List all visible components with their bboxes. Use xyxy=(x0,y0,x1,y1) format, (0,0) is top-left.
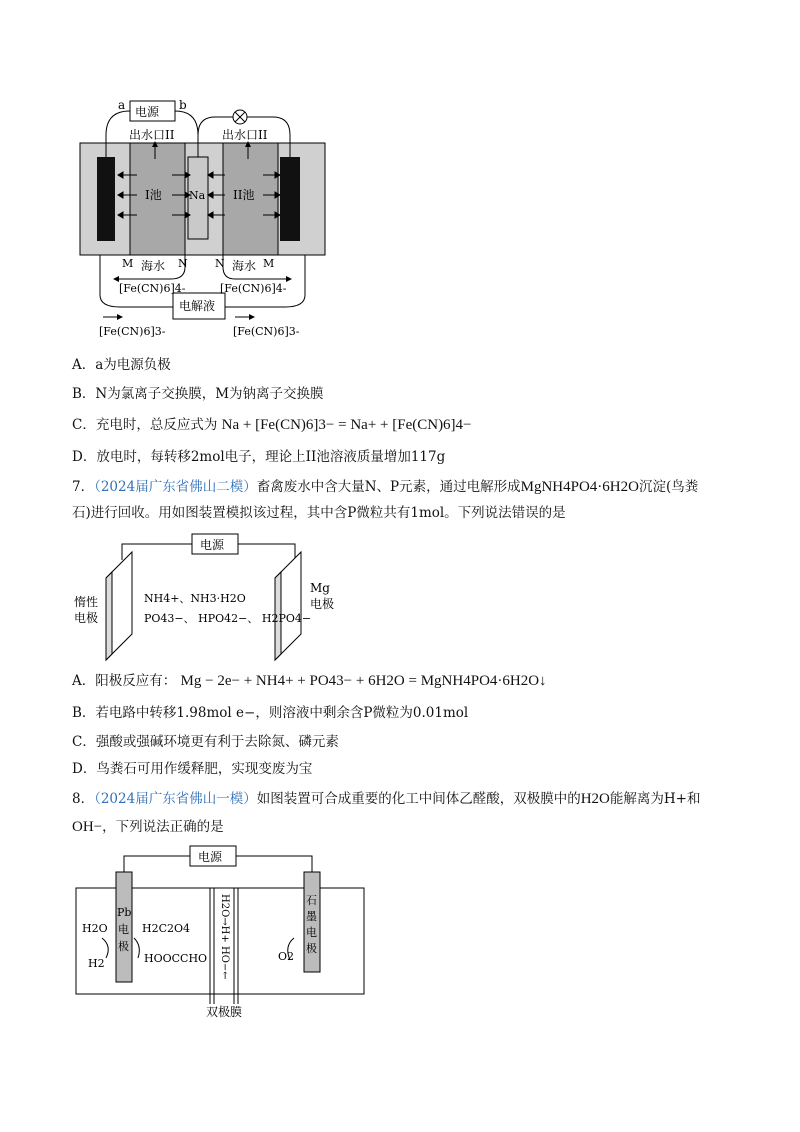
h2o-label: H2O xyxy=(82,922,108,935)
q8-source: （2024届广东省佛山一模） xyxy=(94,791,257,807)
pb-label-2: 电 xyxy=(118,923,129,936)
q7-stem-line2: 石)进行回收。用如图装置模拟该过程，其中含P微粒共有1mol。下列说法错误的是 xyxy=(72,505,566,521)
q6-option-c xyxy=(72,416,472,434)
inert-electrode-label-1: 惰性 xyxy=(74,595,99,609)
figure-battery-device xyxy=(75,95,335,345)
h2-label: H2 xyxy=(88,957,105,970)
q7-text1: 畜禽废水中含大量N、P元素，通过电解形成 xyxy=(256,479,521,495)
q7-option-a-prefix: A．阳极反应有： xyxy=(72,673,177,689)
q8-stem-line1 xyxy=(72,790,700,808)
hoocccho-label: HOOCCHO xyxy=(144,952,208,965)
membrane-bottom-label: HO−← xyxy=(219,946,230,980)
o2-label: O2 xyxy=(278,950,295,963)
pool-2-label: II池 xyxy=(233,188,255,202)
q8-stem-line2 xyxy=(72,818,224,836)
label-a: a xyxy=(118,98,126,112)
membrane-top-label: H2O→H+ xyxy=(219,894,230,943)
m-right: M xyxy=(263,257,275,270)
label-b: b xyxy=(179,98,187,112)
figure-electrolysis-mg xyxy=(70,532,370,662)
q8-oh: OH− xyxy=(72,819,103,835)
q7-option-b: B．若电路中转移1.98mol e−，则溶液中剩余含P微粒为0.01mol xyxy=(72,705,469,721)
q6-option-a: A．a为电源负极 xyxy=(72,357,171,373)
ions-line-2: PO43−、 HPO42−、 H2PO4− xyxy=(144,612,312,625)
fecn3-right: [Fe(CN)6]3- xyxy=(233,325,300,338)
power-label: 电源 xyxy=(198,850,223,864)
graphite-label-4: 极 xyxy=(306,942,317,955)
q7-option-a-equation: Mg − 2e− + NH4+ + PO43− + 6H2O = MgNH4PO4·6H2O↓ xyxy=(180,673,547,689)
q8-h2o: H2O xyxy=(580,791,610,807)
pb-label-3: 极 xyxy=(118,940,129,953)
pb-label: Pb xyxy=(117,906,132,919)
seawater-right: 海水 xyxy=(232,259,257,273)
graphite-label-1: 石 xyxy=(306,894,317,907)
ions-line-1: NH4+、NH3·H2O xyxy=(144,592,246,605)
q6-option-c-prefix: C．充电时，总反应式为 xyxy=(72,417,218,433)
q6-option-b: B．N为氯离子交换膜，M为钠离子交换膜 xyxy=(72,386,324,402)
figure-bipolar-membrane xyxy=(72,842,372,1020)
graphite-label-3: 电 xyxy=(306,926,317,939)
q8-text3: ，下列说法正确的是 xyxy=(102,819,224,835)
q7-option-a xyxy=(72,672,547,690)
n-left: N xyxy=(178,257,188,270)
m-left: M xyxy=(122,257,134,270)
inert-electrode-label-2: 电极 xyxy=(74,611,99,625)
bipolar-membrane-label: 双极膜 xyxy=(206,1005,243,1019)
mg-electrode-label-1: Mg xyxy=(310,581,330,595)
q7-formula: MgNH4PO4·6H2O xyxy=(520,479,639,495)
mg-electrode-label-2: 电极 xyxy=(310,597,335,611)
q7-stem-line1 xyxy=(72,478,698,496)
q8-text2: 能解离为H+和 xyxy=(609,791,701,807)
q6-option-c-equation: Na + [Fe(CN)6]3− = Na+ + [Fe(CN)6]4− xyxy=(221,417,472,433)
power-label: 电源 xyxy=(200,538,225,552)
seawater-left: 海水 xyxy=(141,259,166,273)
q8-number: 8． xyxy=(72,791,95,807)
n-right: N xyxy=(215,257,225,270)
outlet-right: 出水口II xyxy=(222,128,268,142)
q7-text2: 沉淀(鸟粪 xyxy=(638,479,699,495)
outlet-left: 出水口II xyxy=(129,128,175,142)
graphite-label-2: 墨 xyxy=(306,910,317,923)
electrolyte-label: 电解液 xyxy=(179,299,216,313)
q6-option-d: D．放电时，每转移2mol电子，理论上II池溶液质量增加117g xyxy=(72,449,446,465)
pool-1-label: I池 xyxy=(145,188,162,202)
fecn3-left: [Fe(CN)6]3- xyxy=(99,325,166,338)
q7-option-d: D．鸟粪石可用作缓释肥，实现变废为宝 xyxy=(72,761,313,777)
fecn4-right: [Fe(CN)6]4- xyxy=(220,282,287,295)
q7-number: 7． xyxy=(72,479,95,495)
fecn4-left: [Fe(CN)6]4- xyxy=(119,282,186,295)
na-label: Na xyxy=(189,189,206,202)
q7-option-c: C．强酸或强碱环境更有利于去除氮、磷元素 xyxy=(72,734,339,750)
q7-source: （2024届广东省佛山二模） xyxy=(94,479,257,495)
h2c2o4-label: H2C2O4 xyxy=(142,922,191,935)
power-label: 电源 xyxy=(135,105,160,119)
q8-text1: 如图装置可合成重要的化工中间体乙醛酸，双极膜中的 xyxy=(256,791,581,807)
